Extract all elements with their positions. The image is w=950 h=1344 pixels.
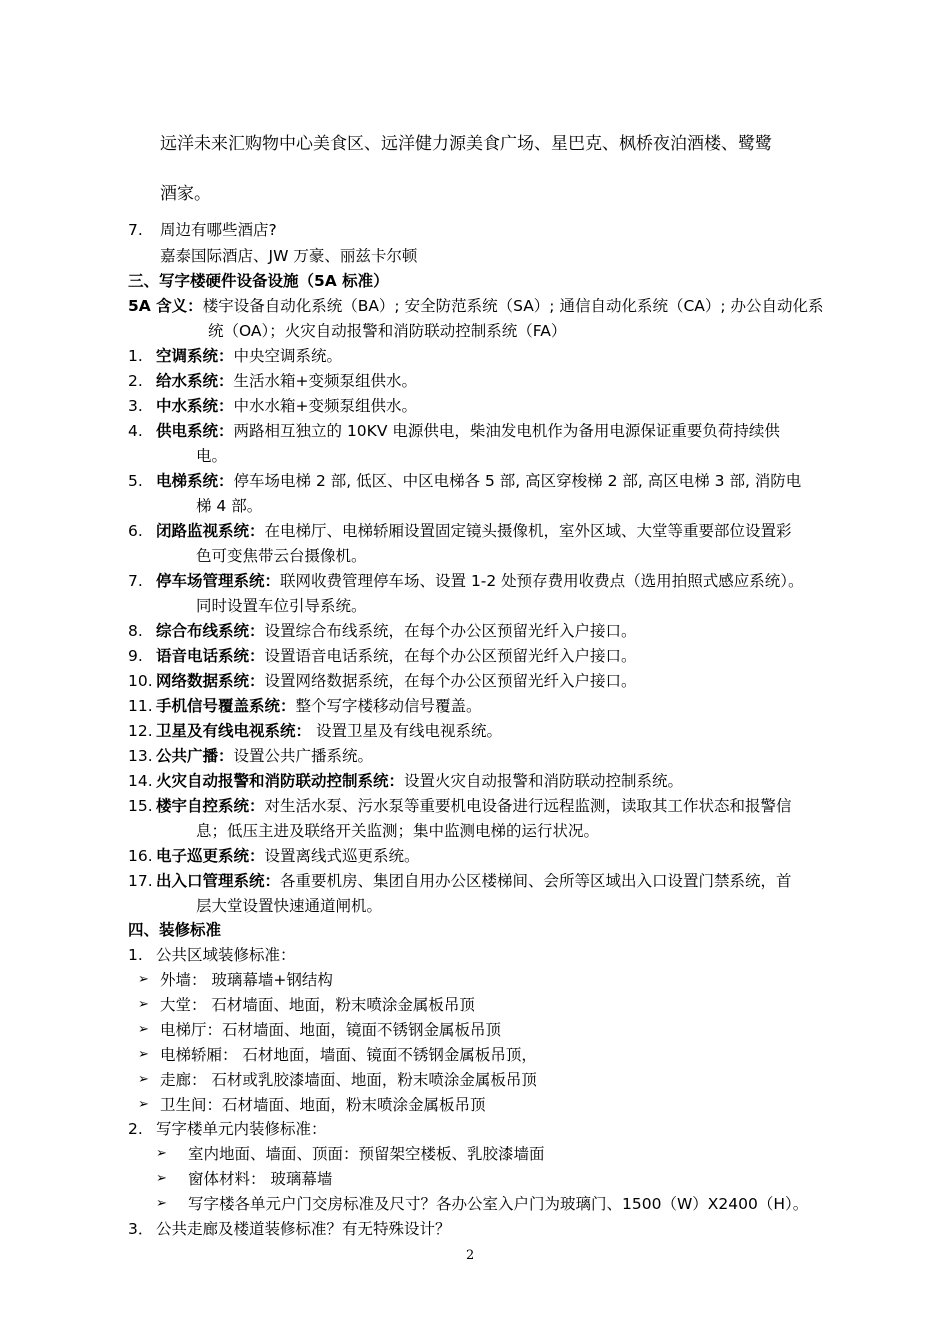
- intro-line-1: 远洋未来汇购物中心美食区、远洋健力源美食广场、星巴克、枫桥夜泊酒楼、鹭鹭: [160, 134, 772, 154]
- system-item-cont: 梯 4 部。: [196, 497, 263, 515]
- system-item-text: 整个写字楼移动信号覆盖。: [295, 697, 482, 715]
- system-item-cont: 层大堂设置快速通道闸机。: [196, 897, 383, 915]
- system-item-number: 6.: [128, 522, 143, 540]
- system-item: [156, 471, 801, 491]
- system-item: [156, 646, 637, 666]
- system-item-number: 17.: [128, 872, 153, 890]
- finish-item: 外墙： 玻璃幕墙+钢结构: [160, 971, 333, 989]
- q7-number: 7.: [128, 221, 143, 239]
- system-item-text: 中水水箱+变频泵组供水。: [233, 397, 418, 415]
- 5a-definition-text: 楼宇设备自动化系统（BA）; 安全防范系统（SA）; 通信自动化系统（CA）; 办公自动化系: [202, 297, 824, 315]
- system-item-text: 两路相互独立的 10KV 电源供电，柴油发电机作为备用电源保证重要负荷持续供: [233, 422, 780, 440]
- sub2-title: 写字楼单元内装修标准：: [156, 1120, 327, 1138]
- finish-item: 电梯轿厢： 石材地面，墙面、镜面不锈钢金属板吊顶，: [160, 1046, 537, 1064]
- arrow-bullet-icon: ➢: [138, 972, 149, 987]
- system-item-label: 楼宇自控系统：: [156, 797, 265, 815]
- arrow-bullet-icon: ➢: [138, 997, 149, 1012]
- system-item-number: 16.: [128, 847, 153, 865]
- arrow-bullet-icon: ➢: [138, 1097, 149, 1112]
- system-item-label: 电子巡更系统：: [156, 847, 265, 865]
- page-number: 2: [466, 1248, 475, 1263]
- system-item-cont: 息；低压主进及联络开关监测；集中监测电梯的运行状况。: [196, 822, 600, 840]
- system-item-text: 设置语音电话系统，在每个办公区预留光纤入户接口。: [264, 647, 637, 665]
- system-item-number: 5.: [128, 472, 143, 490]
- arrow-bullet-icon: ➢: [156, 1171, 167, 1186]
- section4-heading: 四、装修标准: [128, 921, 222, 939]
- system-item: [156, 846, 420, 866]
- system-item-text: 设置公共广播系统。: [233, 747, 374, 765]
- system-item: [156, 671, 637, 691]
- system-item: [156, 871, 792, 891]
- section3-heading: 三、写字楼硬件设备设施（5A 标准）: [128, 272, 389, 290]
- system-item-label: 电梯系统：: [156, 472, 234, 490]
- system-item: [156, 796, 792, 816]
- system-item-label: 空调系统：: [156, 347, 234, 365]
- arrow-bullet-icon: ➢: [156, 1146, 167, 1161]
- system-item-number: 4.: [128, 422, 143, 440]
- system-item-number: 12.: [128, 722, 153, 740]
- system-item-label: 卫星及有线电视系统：: [156, 722, 312, 740]
- finish-item: 走廊： 石材或乳胶漆墙面、地面，粉末喷涂金属板吊顶: [160, 1071, 537, 1089]
- system-item-text: 停车场电梯 2 部, 低区、中区电梯各 5 部, 高区穿梭梯 2 部, 高区电梯 3 部, 消防电: [233, 472, 802, 490]
- system-item: [156, 421, 780, 441]
- system-item-number: 11.: [128, 697, 153, 715]
- system-item-text: 中央空调系统。: [233, 347, 343, 365]
- system-item-number: 14.: [128, 772, 153, 790]
- system-item-label: 闭路监视系统：: [156, 522, 265, 540]
- system-item-cont: 色可变焦带云台摄像机。: [196, 547, 367, 565]
- system-item-label: 综合布线系统：: [156, 622, 265, 640]
- sub1-number: 1.: [128, 946, 143, 964]
- system-item: [156, 521, 792, 541]
- system-item: [156, 346, 342, 366]
- arrow-bullet-icon: ➢: [138, 1047, 149, 1062]
- 5a-definition-label: 5A 含义：: [128, 297, 203, 315]
- system-item-text: 设置火灾自动报警和消防联动控制系统。: [404, 772, 684, 790]
- system-item: [156, 696, 482, 716]
- finish-item: 室内地面、墙面、顶面：预留架空楼板、乳胶漆墙面: [188, 1145, 545, 1163]
- sub2-number: 2.: [128, 1120, 143, 1138]
- system-item: [156, 721, 502, 741]
- system-item-number: 7.: [128, 572, 143, 590]
- system-item-label: 语音电话系统：: [156, 647, 265, 665]
- system-item-text: 设置网络数据系统，在每个办公区预留光纤入户接口。: [264, 672, 637, 690]
- system-item: [156, 771, 683, 791]
- system-item-text: 联网收费管理停车场、设置 1-2 处预存费用收费点（选用拍照式感应系统）。: [280, 572, 804, 590]
- finish-item: 电梯厅：石材墙面、地面，镜面不锈钢金属板吊顶: [160, 1021, 502, 1039]
- arrow-bullet-icon: ➢: [138, 1072, 149, 1087]
- finish-item: 大堂： 石材墙面、地面，粉末喷涂金属板吊顶: [160, 996, 475, 1014]
- system-item-number: 1.: [128, 347, 143, 365]
- finish-item: 卫生间：石材墙面、地面，粉末喷涂金属板吊顶: [160, 1096, 486, 1114]
- system-item-text: 对生活水泵、污水泵等重要机电设备进行远程监测，读取其工作状态和报警信: [264, 797, 792, 815]
- system-item-label: 停车场管理系统：: [156, 572, 281, 590]
- system-item-text: 各重要机房、集团自用办公区楼梯间、会所等区域出入口设置门禁系统，首: [280, 872, 792, 890]
- system-item-label: 手机信号覆盖系统：: [156, 697, 296, 715]
- system-item-label: 公共广播：: [156, 747, 234, 765]
- system-item-number: 8.: [128, 622, 143, 640]
- system-item-label: 中水系统：: [156, 397, 234, 415]
- system-item-cont: 同时设置车位引导系统。: [196, 597, 367, 615]
- system-item-label: 供电系统：: [156, 422, 234, 440]
- sub3-title: 公共走廊及楼道装修标准？有无特殊设计？: [156, 1220, 451, 1238]
- finish-item: 写字楼各单元户门交房标准及尺寸？各办公室入户门为玻璃门、1500（W）X2400（H）。: [188, 1195, 809, 1213]
- system-item-text: 设置离线式巡更系统。: [264, 847, 420, 865]
- system-item-label: 出入口管理系统：: [156, 872, 281, 890]
- system-item: [156, 746, 373, 766]
- sub1-title: 公共区域装修标准：: [156, 946, 296, 964]
- 5a-definition-cont: 统（OA）；火灾自动报警和消防联动控制系统（FA）: [208, 322, 567, 340]
- system-item: [156, 396, 417, 416]
- q7-answer: 嘉泰国际酒店、JW 万豪、丽兹卡尔顿: [160, 247, 418, 265]
- sub3-number: 3．: [128, 1220, 154, 1238]
- system-item-number: 2.: [128, 372, 143, 390]
- system-item: [156, 371, 417, 391]
- system-item-number: 3.: [128, 397, 143, 415]
- system-item-text: 生活水箱+变频泵组供水。: [233, 372, 418, 390]
- system-item-number: 13.: [128, 747, 153, 765]
- system-item-number: 10.: [128, 672, 153, 690]
- system-item-number: 15.: [128, 797, 153, 815]
- system-item: [156, 621, 637, 641]
- system-item: [156, 571, 803, 591]
- system-item-text: 设置卫星及有线电视系统。: [311, 722, 502, 740]
- q7-question: 周边有哪些酒店?: [160, 221, 277, 239]
- system-item-label: 网络数据系统：: [156, 672, 265, 690]
- system-item-label: 火灾自动报警和消防联动控制系统：: [156, 772, 405, 790]
- 5a-definition: [128, 296, 824, 316]
- system-item-text: 设置综合布线系统，在每个办公区预留光纤入户接口。: [264, 622, 637, 640]
- arrow-bullet-icon: ➢: [156, 1196, 167, 1211]
- finish-item: 窗体材料： 玻璃幕墙: [188, 1170, 333, 1188]
- system-item-number: 9.: [128, 647, 143, 665]
- system-item-cont: 电。: [196, 447, 228, 465]
- system-item-label: 给水系统：: [156, 372, 234, 390]
- arrow-bullet-icon: ➢: [138, 1022, 149, 1037]
- intro-line-2: 酒家。: [160, 184, 211, 204]
- system-item-text: 在电梯厅、电梯轿厢设置固定镜头摄像机，室外区域、大堂等重要部位设置彩: [264, 522, 792, 540]
